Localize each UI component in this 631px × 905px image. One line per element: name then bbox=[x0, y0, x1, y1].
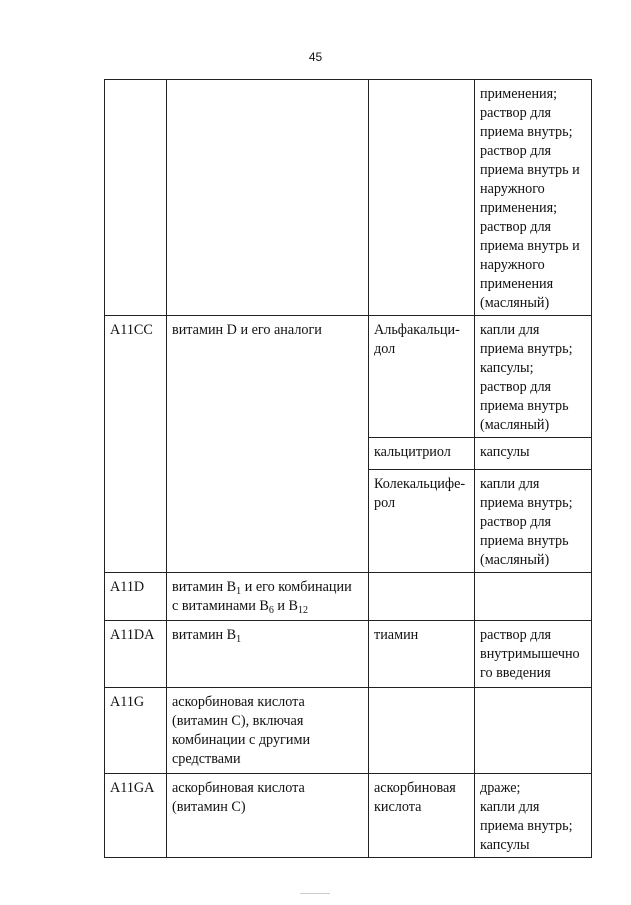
substance-cell bbox=[369, 688, 475, 774]
table-row bbox=[105, 80, 592, 316]
dosage-form-cell bbox=[475, 688, 592, 774]
group-cell: аскорбиновая кислота (витамин C), включая комбинации с другими средствами bbox=[167, 688, 369, 774]
dosage-form-cell: капсулы bbox=[475, 438, 592, 470]
atc-code-cell bbox=[105, 80, 167, 316]
dosage-form-cell: капли для приема внутрь; раствор для приема внутрь (масляный) bbox=[475, 470, 592, 573]
subscript: 1 bbox=[236, 586, 242, 597]
subscript: 6 bbox=[268, 605, 274, 616]
substance-cell: аскорбиновая кислота bbox=[369, 774, 475, 858]
group-cell: аскорбиновая кислота (витамин C) bbox=[167, 774, 369, 858]
page-number: 45 bbox=[308, 50, 323, 64]
group-text: витамин B bbox=[172, 627, 237, 643]
group-text: и B bbox=[273, 598, 299, 614]
dosage-form-cell: применения; раствор для приема внутрь; раствор для приема внутрь и наружного применения; раствор для приема внутрь и наружного применения (масляный) bbox=[475, 80, 592, 316]
dosage-form-cell: раствор для внутримышечно го введения bbox=[475, 621, 592, 688]
substance-cell bbox=[369, 573, 475, 621]
table-row bbox=[105, 621, 592, 688]
subscript: 12 bbox=[298, 605, 309, 616]
group-text: витамин B bbox=[172, 579, 237, 595]
table-row bbox=[105, 688, 592, 774]
drug-table bbox=[104, 79, 592, 858]
dosage-form-cell bbox=[475, 573, 592, 621]
substance-cell: тиамин bbox=[369, 621, 475, 688]
atc-code-cell: A11CC bbox=[105, 316, 167, 573]
table-row bbox=[105, 774, 592, 858]
table-row bbox=[105, 573, 592, 621]
substance-cell: кальцитриол bbox=[369, 438, 475, 470]
dosage-form-cell: капли для приема внутрь; капсулы; раствор для приема внутрь (масляный) bbox=[475, 316, 592, 438]
group-text: и его комбинации с витаминами B bbox=[172, 579, 352, 614]
group-cell bbox=[167, 621, 369, 688]
atc-code-cell: A11D bbox=[105, 573, 167, 621]
atc-code-cell: A11DA bbox=[105, 621, 167, 688]
group-cell bbox=[167, 573, 369, 621]
group-cell bbox=[167, 80, 369, 316]
group-cell: витамин D и его аналоги bbox=[167, 316, 369, 573]
substance-cell: Колекальцифе- рол bbox=[369, 470, 475, 573]
atc-code-cell: A11G bbox=[105, 688, 167, 774]
substance-cell bbox=[369, 80, 475, 316]
scan-artifact bbox=[300, 893, 330, 894]
atc-code-cell: A11GA bbox=[105, 774, 167, 858]
table-row bbox=[105, 316, 592, 438]
subscript: 1 bbox=[236, 634, 242, 645]
dosage-form-cell: драже; капли для приема внутрь; капсулы bbox=[475, 774, 592, 858]
substance-cell: Альфакальци- дол bbox=[369, 316, 475, 438]
